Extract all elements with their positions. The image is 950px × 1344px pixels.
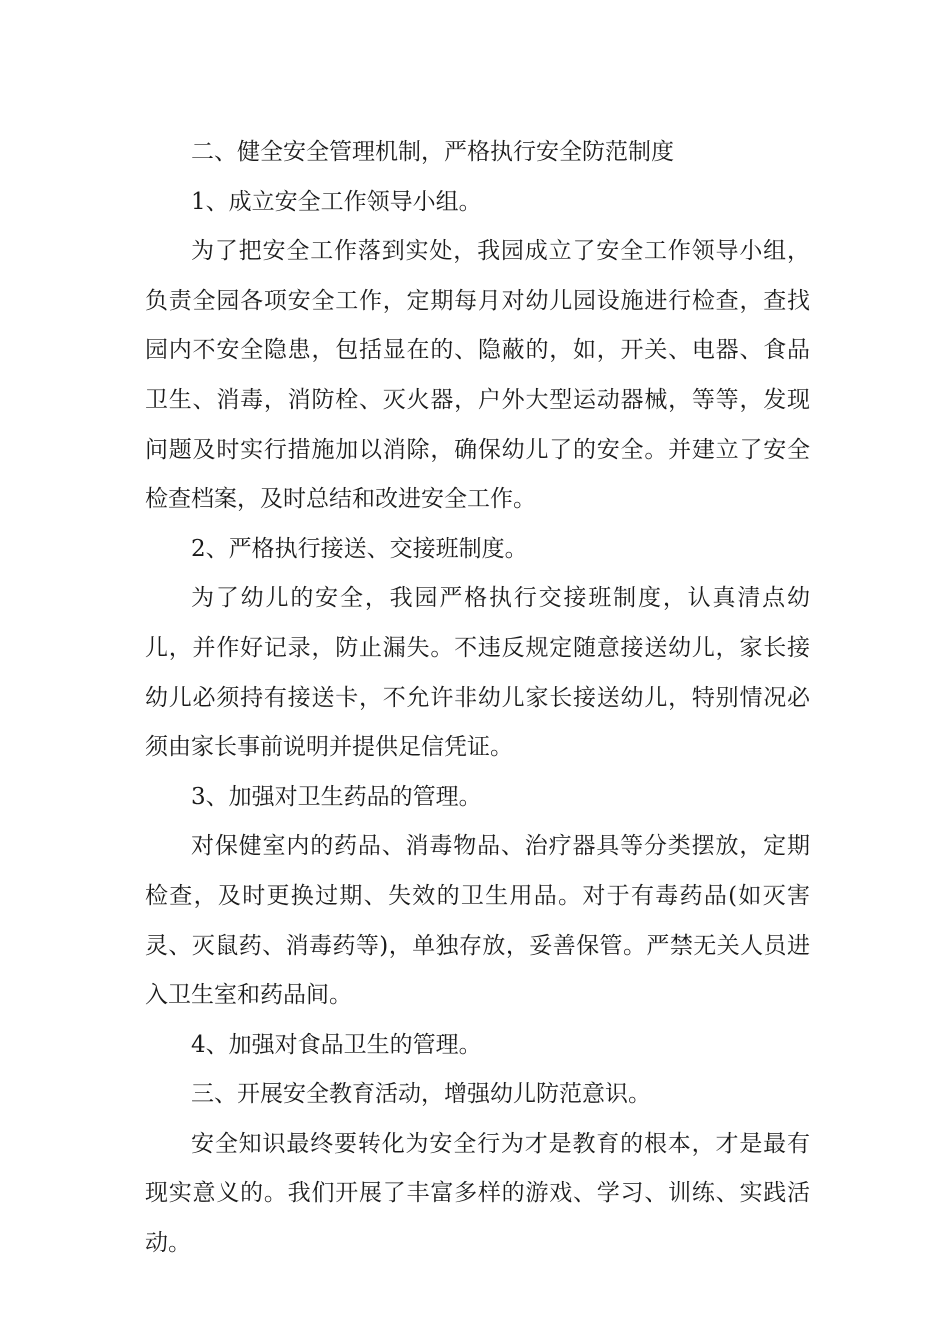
- paragraph-safety-education: 安全知识最终要转化为安全行为才是教育的根本，才是最有现实意义的。我们开展了丰富多样的游戏、学习、训练、实践活动。: [145, 1130, 810, 1257]
- subheading-4: 4、加强对食品卫生的管理。: [191, 1031, 482, 1058]
- section-heading-3: 三、开展安全教育活动，增强幼儿防范意识。: [191, 1081, 651, 1108]
- subheading-2: 2、严格执行接送、交接班制度。: [191, 535, 528, 562]
- subheading-3: 3、加强对卫生药品的管理。: [191, 783, 482, 810]
- section-heading-2: 二、健全安全管理机制，严格执行安全防范制度: [191, 139, 674, 165]
- paragraph-safety-team: 为了把安全工作落到实处，我园成立了安全工作领导小组，负责全园各项安全工作，定期每月对幼儿园设施进行检查，查找园内不安全隐患，包括显在的、隐蔽的，如，开关、电器、食品卫生、消毒，消防栓、灭火器，户外大型运动器械，等等，发现问题及时实行措施加以消除，确保幼儿了的安全。并建立了安全检查档案，及时总结和改进安全工作。: [145, 238, 810, 513]
- document-body: [145, 128, 810, 1269]
- subheading-1: 1、成立安全工作领导小组。: [191, 188, 482, 215]
- paragraph-medicine-management: 对保健室内的药品、消毒物品、治疗器具等分类摆放，定期检查，及时更换过期、失效的卫生用品。对于有毒药品(如灭害灵、灭鼠药、消毒药等)，单独存放，妥善保管。严禁无关人员进入卫生室和药品间。: [145, 833, 810, 1009]
- paragraph-pickup-handover: 为了幼儿的安全，我园严格执行交接班制度，认真清点幼儿，并作好记录，防止漏失。不违反规定随意接送幼儿，家长接幼儿必须持有接送卡，不允许非幼儿家长接送幼儿，特别情况必须由家长事前说明并提供足信凭证。: [145, 585, 810, 761]
